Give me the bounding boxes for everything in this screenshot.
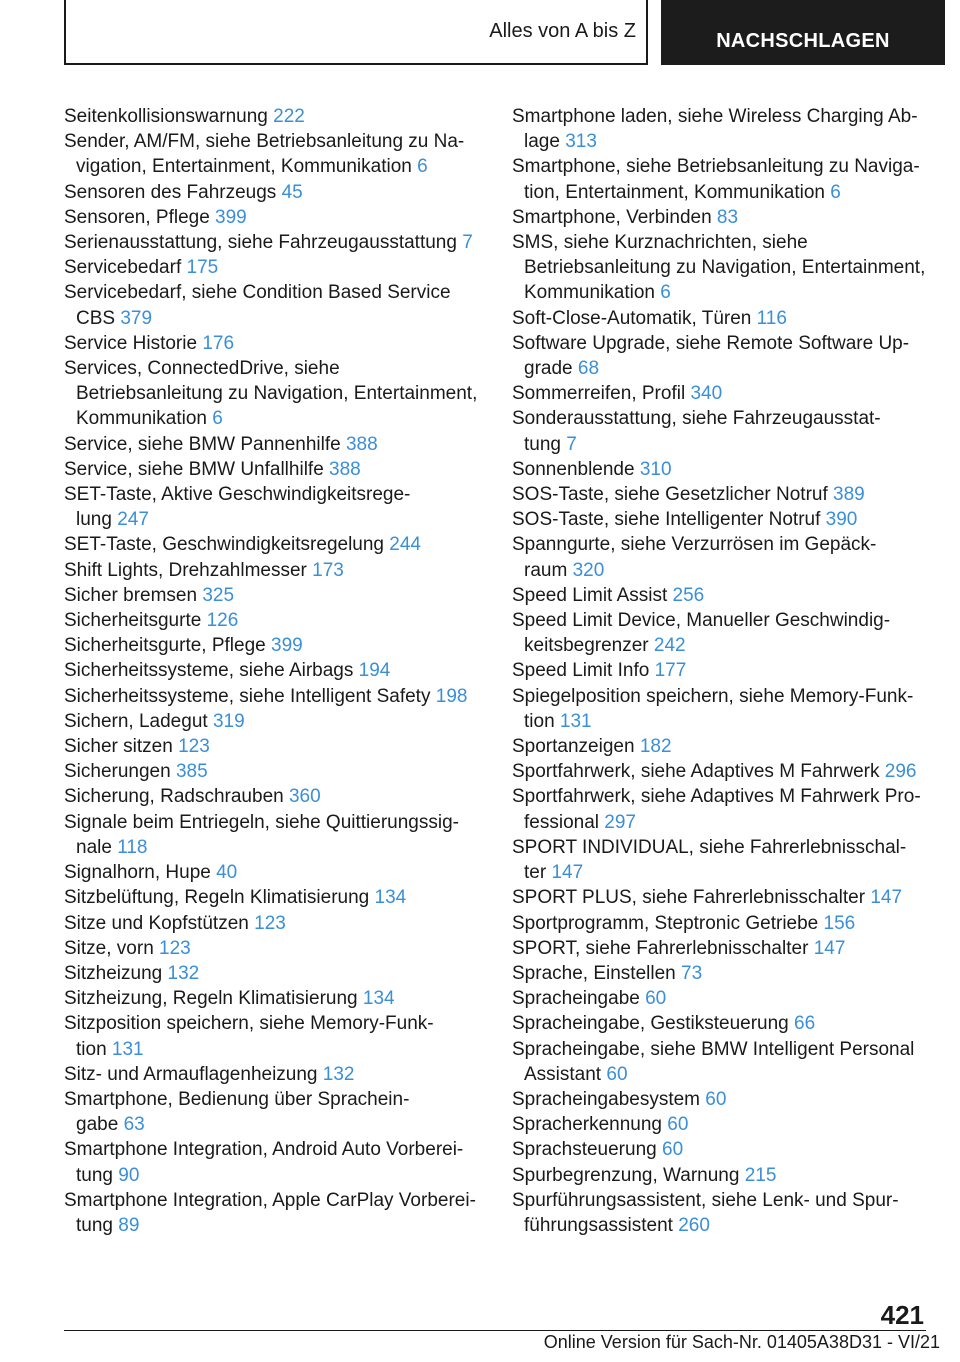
page-reference-link[interactable]: 134 (374, 887, 407, 909)
index-term: tung (76, 1214, 113, 1236)
index-term: Spurführungsassistent, siehe Lenk- und Spur- (512, 1189, 899, 1211)
index-term: Smartphone, siehe Betriebsanleitung zu Naviga- (512, 156, 920, 178)
index-entry-line (64, 1037, 484, 1062)
index-entry-line (64, 961, 484, 986)
index-term: Service Historie (64, 332, 198, 354)
page-reference-link[interactable]: 134 (362, 988, 395, 1010)
footer-rule (64, 1330, 926, 1331)
index-entry-line (512, 457, 932, 482)
index-term: Sitze, vorn (64, 937, 154, 959)
index-entry-line (64, 558, 484, 583)
index-term: Sitze und Kopfstützen (64, 912, 249, 934)
page-reference-link[interactable]: 388 (345, 433, 378, 455)
index-entry-line (512, 1163, 932, 1188)
index-entry-line (64, 885, 484, 910)
page-reference-link[interactable]: 256 (672, 584, 705, 606)
page-reference-link[interactable]: 244 (389, 534, 421, 556)
index-term: Spracheingabe, siehe BMW Intelligent Personal (512, 1038, 915, 1060)
page-reference-link[interactable]: 66 (794, 1013, 816, 1035)
page-reference-link[interactable]: 222 (273, 106, 305, 127)
page-reference-link[interactable]: 131 (111, 1038, 144, 1060)
index-term: Spiegelposition speichern, siehe Memory-Funk- (512, 685, 914, 707)
index-term: grade (524, 358, 573, 380)
index-term: tion (524, 710, 555, 732)
page-reference-link[interactable]: 131 (559, 710, 592, 732)
index-term: Service, siehe BMW Unfallhilfe (64, 458, 324, 480)
index-entry-line (512, 306, 932, 331)
header-mid-rule (646, 0, 648, 65)
index-term: SOS-Taste, siehe Gesetzlicher Notruf (512, 484, 828, 506)
index-entry-line (64, 205, 484, 230)
index-term: Sitz- und Armauflagenheizung (64, 1063, 318, 1085)
page-reference-link[interactable]: 320 (572, 559, 605, 581)
index-entry-line (512, 709, 932, 734)
index-term: Sprache, Einstellen (512, 962, 676, 984)
index-term: Serienausstattung, siehe Fahrzeugausstattung (64, 232, 457, 254)
index-entry-line (64, 381, 484, 406)
page-reference-link[interactable]: 198 (435, 685, 468, 707)
index-entry-line (512, 810, 932, 835)
index-entry-line (64, 835, 484, 860)
index-term: Sicherheitsgurte (64, 610, 202, 632)
page-reference-link[interactable]: 45 (281, 181, 303, 203)
index-term: Sicherungen (64, 761, 171, 783)
index-entry-line (512, 482, 932, 507)
index-term: führungsassistent (524, 1214, 673, 1236)
index-term: Signalhorn, Hupe (64, 862, 211, 884)
index-term: SET-Taste, Geschwindigkeitsregelung (64, 534, 384, 556)
page-reference-link[interactable]: 132 (167, 962, 200, 984)
page-reference-link[interactable]: 319 (212, 710, 245, 732)
index-entry-line (64, 1213, 484, 1238)
index-term: Speed Limit Info (512, 660, 650, 682)
index-entry-line (512, 230, 932, 255)
index-entry-line (512, 406, 932, 431)
page-reference-link[interactable]: 126 (206, 610, 239, 632)
index-entry-line (64, 986, 484, 1011)
index-entry-line (64, 280, 484, 305)
index-term: Sicherung, Radschrauben (64, 786, 284, 808)
index-entry-line (512, 860, 932, 885)
index-entry-line (64, 104, 484, 129)
index-entry-line (64, 1087, 484, 1112)
index-term: tion, Entertainment, Kommunikation (524, 181, 825, 203)
index-term: SPORT INDIVIDUAL, siehe Fahrerlebnisschal- (512, 836, 907, 858)
page-reference-link[interactable]: 194 (358, 660, 391, 682)
index-entry-line (64, 709, 484, 734)
header-section-title: Alles von A bis Z (489, 20, 636, 42)
index-term: SOS-Taste, siehe Intelligenter Notruf (512, 509, 821, 531)
index-term: Sitzbelüftung, Regeln Klimatisierung (64, 887, 370, 909)
page-reference-link[interactable]: 123 (178, 736, 210, 758)
page-reference-link[interactable]: 73 (681, 962, 703, 984)
index-entry-line (64, 936, 484, 961)
index-term: Spracheingabe, Gestiksteuerung (512, 1013, 789, 1035)
index-entry-line (512, 734, 932, 759)
page-reference-link[interactable]: 340 (690, 383, 723, 405)
index-entry-line (512, 835, 932, 860)
index-term: Servicebedarf (64, 257, 182, 279)
index-term: Sitzheizung (64, 962, 163, 984)
index-term: CBS (76, 307, 116, 329)
index-term: SPORT PLUS, siehe Fahrerlebnisschalter (512, 887, 866, 909)
page-reference-link[interactable]: 6 (660, 282, 671, 304)
index-entry-line (512, 1213, 932, 1238)
index-term: Smartphone laden, siehe Wireless Charging Ab- (512, 106, 918, 127)
page-reference-link[interactable]: 118 (117, 836, 148, 858)
index-entry-line (64, 230, 484, 255)
index-term: Sprachsteuerung (512, 1139, 657, 1161)
index-entry-line (64, 734, 484, 759)
index-entry-line (512, 658, 932, 683)
index-entry-line (64, 331, 484, 356)
index-term: Sportfahrwerk, siehe Adaptives M Fahrwerk Pro- (512, 786, 921, 808)
index-entry-line (64, 633, 484, 658)
page-reference-link[interactable]: 156 (823, 912, 856, 934)
index-entry-line (64, 129, 484, 154)
page-reference-link[interactable]: 7 (462, 232, 473, 254)
index-term: Sichern, Ladegut (64, 710, 208, 732)
index-term: vigation, Entertainment, Kommunikation (76, 156, 412, 178)
page-reference-link[interactable]: 132 (322, 1063, 355, 1085)
page-reference-link[interactable]: 123 (159, 937, 191, 959)
index-term: Seitenkollisionswarnung (64, 106, 268, 127)
page-number: 421 (880, 1300, 924, 1330)
index-term: Sensoren, Pflege (64, 206, 210, 228)
index-term: Service, siehe BMW Pannenhilfe (64, 433, 341, 455)
page-reference-link[interactable]: 247 (117, 509, 149, 531)
page-reference-link[interactable]: 60 (667, 1114, 689, 1136)
index-entry-line (64, 432, 484, 457)
index-term: Sonderausstattung, siehe Fahrzeugausstat- (512, 408, 881, 430)
index-entry-line (64, 911, 484, 936)
index-entry-line (512, 255, 932, 280)
index-entry-line (512, 280, 932, 305)
index-entry-line (512, 1188, 932, 1213)
index-term: Speed Limit Device, Manueller Geschwindig- (512, 610, 891, 632)
index-term: Sportfahrwerk, siehe Adaptives M Fahrwerk (512, 761, 880, 783)
page-reference-link[interactable]: 60 (705, 1088, 727, 1110)
index-term: Assistant (524, 1063, 602, 1085)
page-reference-link[interactable]: 7 (566, 433, 577, 455)
index-entry-line (512, 684, 932, 709)
index-term: tion (76, 1038, 107, 1060)
page-reference-link[interactable]: 83 (716, 206, 739, 228)
index-entry-line (64, 1011, 484, 1036)
index-entry-line (64, 255, 484, 280)
page-reference-link[interactable]: 116 (756, 307, 787, 329)
page-reference-link[interactable]: 313 (565, 131, 597, 153)
index-term: keitsbegrenzer (524, 635, 649, 657)
index-term: nale (76, 836, 112, 858)
index-term: Smartphone Integration, Apple CarPlay Vorberei- (64, 1189, 476, 1211)
index-entry-line (64, 759, 484, 784)
footer-version-text: Online Version für Sach-Nr. 01405A38D31 - VI/21 (543, 1332, 940, 1352)
index-term: tung (524, 433, 561, 455)
index-entry-line (64, 684, 484, 709)
index-term: SPORT, siehe Fahrerlebnisschalter (512, 937, 809, 959)
index-term: Spurbegrenzung, Warnung (512, 1164, 740, 1186)
index-term: Spracheingabesystem (512, 1088, 700, 1110)
index-entry-line (512, 885, 932, 910)
header-rule (64, 63, 648, 65)
index-entry-line (512, 205, 932, 230)
index-entry-line (512, 154, 932, 179)
index-term: Shift Lights, Drehzahlmesser (64, 559, 307, 581)
index-entry-line (512, 331, 932, 356)
index-term: Signale beim Entriegeln, siehe Quittierungssig- (64, 811, 459, 833)
index-entry-line (64, 154, 484, 179)
index-term: fessional (524, 811, 599, 833)
index-entry-line (64, 1112, 484, 1137)
index-entry-line (64, 1062, 484, 1087)
index-term: Sicherheitsgurte, Pflege (64, 635, 266, 657)
index-term: Betriebsanleitung zu Navigation, Entertainment, (524, 257, 926, 279)
header-left-rule (64, 0, 66, 65)
index-term: Sicherheitssysteme, siehe Intelligent Safety (64, 685, 431, 707)
index-entry-line (64, 482, 484, 507)
index-entry-line (512, 784, 932, 809)
page-reference-link[interactable]: 123 (254, 912, 286, 934)
page-reference-link[interactable]: 6 (830, 181, 841, 203)
index-entry-line (64, 658, 484, 683)
index-entry-line (64, 583, 484, 608)
index-column-right (512, 104, 932, 1238)
index-term: Spracheingabe (512, 988, 640, 1010)
index-term: Sicher sitzen (64, 736, 173, 758)
index-entry-line (64, 180, 484, 205)
index-entry-line (512, 558, 932, 583)
index-column-left (64, 104, 484, 1238)
page-reference-link[interactable]: 399 (271, 635, 303, 657)
index-term: Sicher bremsen (64, 584, 198, 606)
index-entry-line (64, 1163, 484, 1188)
index-entry-line (512, 608, 932, 633)
index-entry-line (64, 507, 484, 532)
index-term: Soft-Close-Automatik, Türen (512, 307, 752, 329)
page-reference-link[interactable]: 147 (551, 862, 584, 884)
index-entry-line (512, 104, 932, 129)
page-reference-link[interactable]: 360 (288, 786, 321, 808)
page-reference-link[interactable]: 60 (662, 1139, 684, 1161)
index-term: Sommerreifen, Profil (512, 383, 686, 405)
page-reference-link[interactable]: 147 (870, 887, 903, 909)
page-reference-link[interactable]: 399 (215, 206, 247, 228)
index-entry-line (512, 1037, 932, 1062)
page-reference-link[interactable]: 182 (639, 736, 672, 758)
index-entry-line (64, 608, 484, 633)
index-term: Betriebsanleitung zu Navigation, Entertainment, (76, 383, 478, 405)
page-reference-link[interactable]: 60 (606, 1063, 628, 1085)
index-term: tung (76, 1164, 113, 1186)
index-entry-line (512, 180, 932, 205)
index-entry-line (64, 532, 484, 557)
index-term: Servicebedarf, siehe Condition Based Service (64, 282, 451, 304)
page-reference-link[interactable]: 6 (212, 408, 223, 430)
index-entry-line (512, 356, 932, 381)
index-entry-line (64, 1137, 484, 1162)
index-term: Sitzposition speichern, siehe Memory-Funk- (64, 1013, 434, 1035)
index-entry-line (64, 860, 484, 885)
index-term: gabe (76, 1114, 119, 1136)
header-chapter-tab: NACHSCHLAGEN (661, 0, 945, 65)
page-reference-link[interactable]: 177 (654, 660, 687, 682)
page-reference-link[interactable]: 325 (202, 584, 235, 606)
page-reference-link[interactable]: 215 (744, 1164, 777, 1186)
index-term: Sender, AM/FM, siehe Betriebsanleitung zu Na- (64, 131, 465, 153)
index-entry-line (64, 810, 484, 835)
page-reference-link[interactable]: 260 (678, 1214, 710, 1236)
index-entry-line (64, 356, 484, 381)
index-term: Speed Limit Assist (512, 584, 668, 606)
index-entry-line (64, 406, 484, 431)
index-entry-line (512, 759, 932, 784)
page-reference-link[interactable]: 147 (813, 937, 846, 959)
index-term: Kommunikation (76, 408, 207, 430)
page-reference-link[interactable]: 6 (417, 156, 428, 178)
page-reference-link[interactable]: 68 (577, 358, 600, 380)
index-term: Software Upgrade, siehe Remote Software Up- (512, 332, 910, 354)
index-term: Sicherheitssysteme, siehe Airbags (64, 660, 354, 682)
index-term: SET-Taste, Aktive Geschwindigkeitsrege- (64, 484, 411, 506)
index-entry-line (512, 1137, 932, 1162)
index-term: Sitzheizung, Regeln Klimatisierung (64, 988, 358, 1010)
page-reference-link[interactable]: 60 (645, 988, 667, 1010)
index-entry-line (512, 961, 932, 986)
page-reference-link[interactable]: 297 (604, 811, 636, 833)
index-entry-line (512, 1062, 932, 1087)
index-term: Sportprogramm, Steptronic Getriebe (512, 912, 819, 934)
page-reference-link[interactable]: 390 (825, 509, 858, 531)
index-entry-line (512, 129, 932, 154)
index-term: Sensoren des Fahrzeugs (64, 181, 277, 203)
page-reference-link[interactable]: 388 (329, 458, 361, 480)
index-entry-line (512, 1112, 932, 1137)
page-reference-link[interactable]: 176 (202, 332, 235, 354)
index-term: Kommunikation (524, 282, 655, 304)
page-reference-link[interactable]: 90 (118, 1164, 140, 1186)
index-term: Services, ConnectedDrive, siehe (64, 358, 340, 380)
index-entry-line (512, 986, 932, 1011)
index-term: Sportanzeigen (512, 736, 635, 758)
index-entry-line (64, 784, 484, 809)
index-entry-line (512, 633, 932, 658)
page-reference-link[interactable]: 40 (216, 862, 238, 884)
page-reference-link[interactable]: 310 (639, 458, 672, 480)
page-reference-link[interactable]: 175 (186, 257, 219, 279)
page-reference-link[interactable]: 89 (118, 1214, 140, 1236)
page-reference-link[interactable]: 296 (884, 761, 917, 783)
page-reference-link[interactable]: 379 (120, 307, 153, 329)
index-entry-line (64, 306, 484, 331)
page-reference-link[interactable]: 389 (833, 484, 865, 506)
index-entry-line (512, 507, 932, 532)
index-entry-line (512, 1011, 932, 1036)
index-entry-line (512, 936, 932, 961)
index-entry-line (64, 1188, 484, 1213)
index-entry-line (512, 532, 932, 557)
page-reference-link[interactable]: 242 (653, 635, 686, 657)
index-term: lung (76, 509, 112, 531)
index-entry-line (512, 911, 932, 936)
index-term: raum (524, 559, 568, 581)
index-term: ter (524, 862, 547, 884)
index-term: Spracherkennung (512, 1114, 662, 1136)
index-term: Smartphone, Verbinden (512, 206, 712, 228)
index-term: Smartphone, Bedienung über Sprachein- (64, 1088, 410, 1110)
index-term: lage (524, 131, 560, 153)
page-reference-link[interactable]: 173 (312, 559, 344, 581)
index-entry-line (512, 432, 932, 457)
index-entry-line (64, 457, 484, 482)
index-entry-line (512, 381, 932, 406)
index-entry-line (512, 583, 932, 608)
index-entry-line (512, 1087, 932, 1112)
index-term: Sonnenblende (512, 458, 635, 480)
index-term: SMS, siehe Kurznachrichten, siehe (512, 232, 808, 254)
page-reference-link[interactable]: 63 (123, 1114, 145, 1136)
page-reference-link[interactable]: 385 (175, 761, 208, 783)
index-term: Smartphone Integration, Android Auto Vorberei- (64, 1139, 464, 1161)
index-term: Spanngurte, siehe Verzurrösen im Gepäck- (512, 534, 877, 556)
